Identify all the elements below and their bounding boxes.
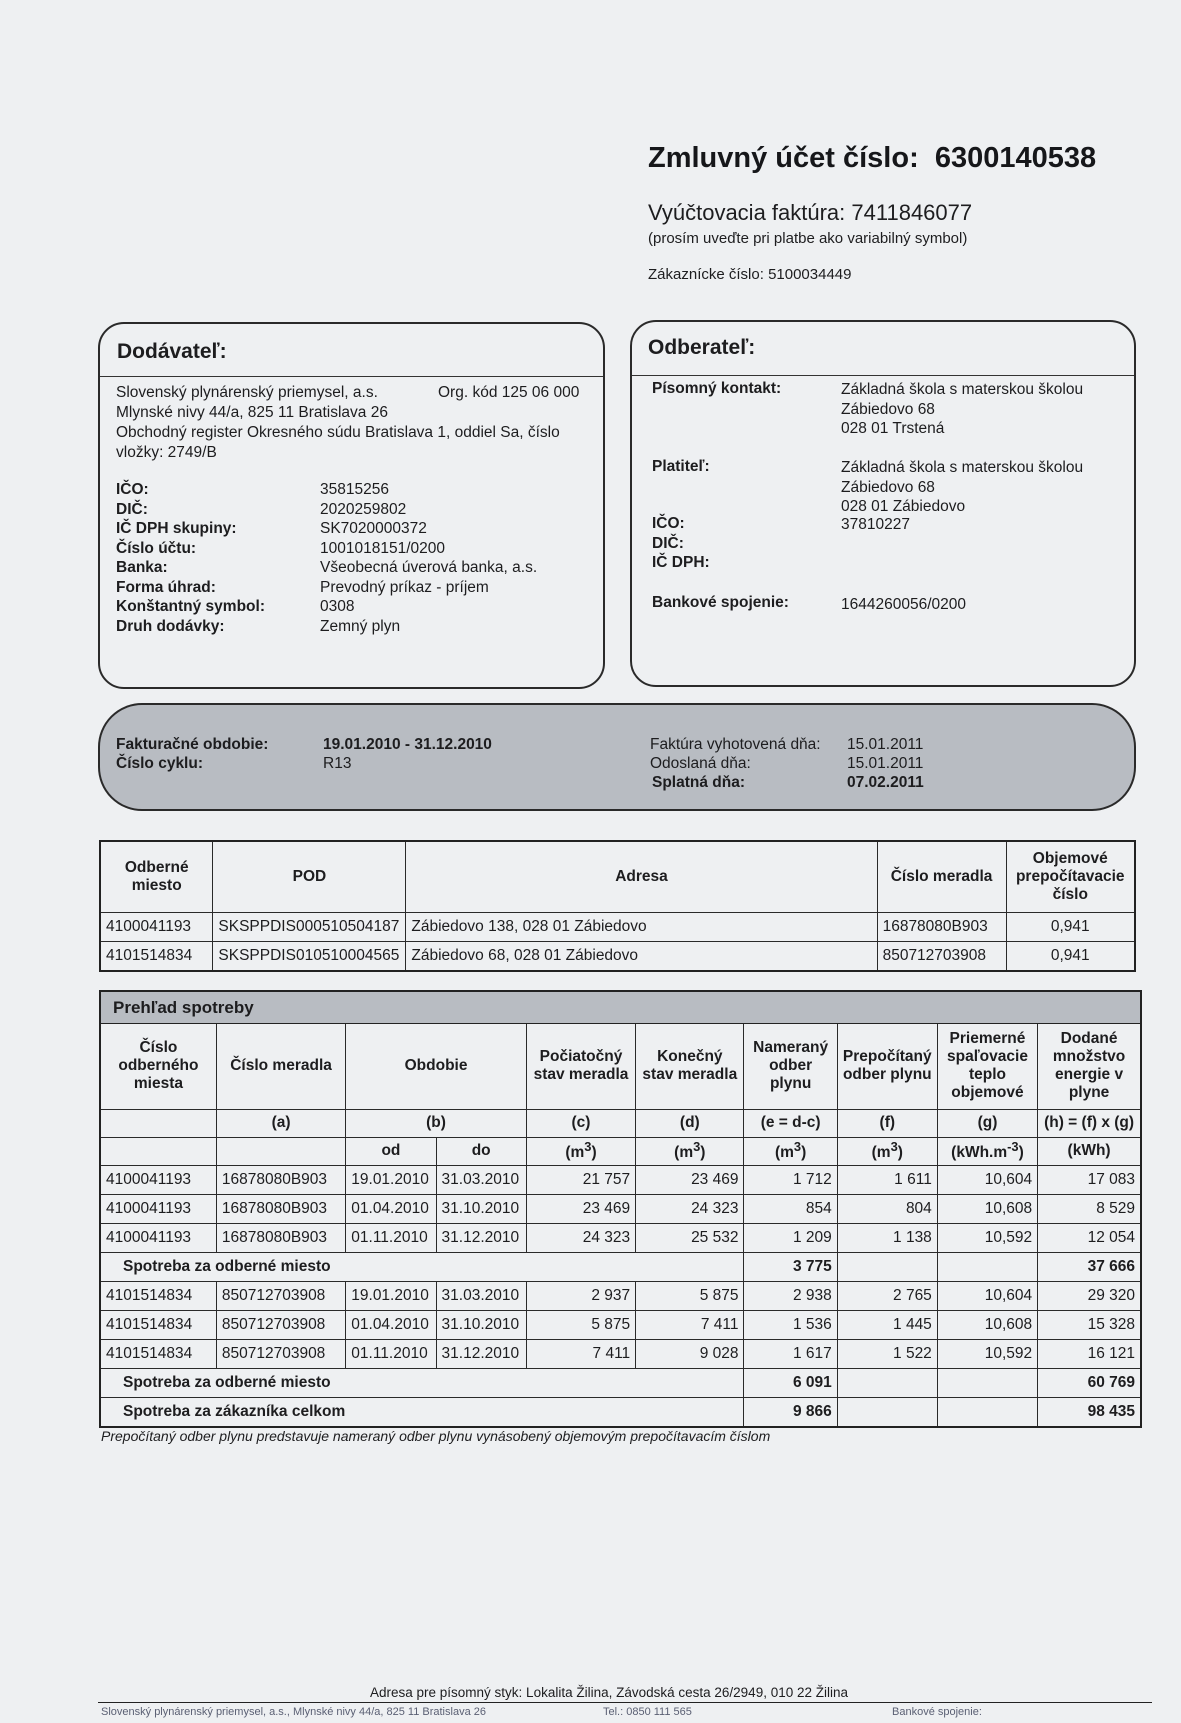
empty-cell [937, 1397, 1037, 1426]
footnote: Prepočítaný odber plynu predstavuje nameraný odber plynu vynásobený objemovým prepočítavacím číslom [101, 1428, 771, 1444]
cell-place: 4101514834 [101, 1310, 216, 1339]
footer-divider [98, 1702, 1152, 1703]
customer-ico-value: 37810227 [841, 516, 910, 533]
customer-bank-value: 1644260056/0200 [841, 596, 966, 613]
supplier-field-account [116, 539, 537, 559]
cell-from: 01.04.2010 [346, 1310, 436, 1339]
col-header-address: Adresa [406, 841, 877, 913]
invoice-note: (prosím uveďte pri platbe ako variabilný symbol) [648, 230, 968, 247]
cell-heat: 10,604 [937, 1165, 1037, 1194]
field-label: Druh dodávky: [116, 617, 225, 635]
field-label: IČ DPH skupiny: [116, 520, 237, 537]
cycle-value: R13 [323, 755, 352, 772]
cell-heat: 10,592 [937, 1339, 1037, 1368]
contact-lines [841, 380, 1083, 439]
subtotal-label: Spotreba za odberné miesto [101, 1368, 744, 1397]
cell-start: 21 757 [526, 1165, 635, 1194]
col-header-energy: Dodané množstvo energie v plyne [1038, 1024, 1140, 1109]
consumption-code-row [101, 1109, 1140, 1137]
customer-title: Odberateľ: [648, 336, 756, 359]
supplier-register-2: vložky: 2749/B [116, 444, 217, 461]
field-label: IČO: [116, 481, 149, 498]
field-value: Prevodný príkaz - príjem [320, 578, 489, 596]
cell-measured: 854 [744, 1194, 837, 1223]
total-measured: 9 866 [744, 1397, 837, 1426]
cell-place: 4100041193 [101, 1223, 216, 1252]
empty-cell [937, 1368, 1037, 1397]
col-header-factor: Objemové prepočítavacie číslo [1006, 841, 1135, 913]
cell-meter: 850712703908 [216, 1339, 345, 1368]
contact-line: Základná škola s materskou školou [841, 381, 1084, 398]
cell-factor: 0,941 [1006, 913, 1135, 942]
footer-phone: Tel.: 0850 111 565 [603, 1706, 692, 1718]
table-row [101, 1310, 1140, 1339]
customer-number: 5100034449 [768, 266, 852, 283]
cell-heat: 10,608 [937, 1194, 1037, 1223]
supplier-title: Dodávateľ: [117, 340, 227, 363]
supplier-field-ico [116, 480, 537, 500]
payer-label: Platiteľ: [652, 458, 710, 475]
cell-start: 23 469 [526, 1194, 635, 1223]
period-to-header: do [436, 1137, 526, 1165]
cell-from: 19.01.2010 [346, 1281, 436, 1310]
sent-value: 15.01.2011 [847, 755, 924, 772]
cell-to: 31.10.2010 [436, 1194, 526, 1223]
supplier-panel [98, 322, 605, 689]
cell-converted: 804 [837, 1194, 937, 1223]
cell-from: 01.11.2010 [346, 1223, 436, 1252]
payer-line: 028 01 Zábiedovo [841, 498, 966, 515]
consumption-overview [99, 990, 1142, 1428]
unit-cell: $(m^3)$ [526, 1137, 635, 1165]
unit-cell: $(m^3)$ [744, 1137, 837, 1165]
billing-period-value: 19.01.2010 - 31.12.2010 [323, 736, 492, 753]
cell-energy: 29 320 [1038, 1281, 1140, 1310]
code-cell: (b) [346, 1109, 527, 1137]
cell-heat: 10,592 [937, 1223, 1037, 1252]
code-cell: (h) = (f) x (g) [1038, 1109, 1140, 1137]
period-from-header: od [346, 1137, 436, 1165]
col-header-pod: POD [213, 841, 406, 913]
sent-label: Odoslaná dňa: [650, 755, 751, 772]
table-row [101, 1281, 1140, 1310]
issued-value: 15.01.2011 [847, 736, 924, 753]
cell-place: 4100041193 [100, 913, 213, 942]
cell-end: 23 469 [636, 1165, 744, 1194]
cell-end: 25 532 [636, 1223, 744, 1252]
supplier-register: Obchodný register Okresného súdu Bratislava 1, oddiel Sa, číslo [116, 424, 560, 441]
col-header-meter: Číslo meradla [877, 841, 1006, 913]
subtotal-energy: 37 666 [1038, 1252, 1140, 1281]
cell-energy: 8 529 [1038, 1194, 1140, 1223]
cell-to: 31.12.2010 [436, 1339, 526, 1368]
cell-end: 24 323 [636, 1194, 744, 1223]
cell-converted: 2 765 [837, 1281, 937, 1310]
col-header-measured: Nameraný odber plynu [744, 1024, 837, 1109]
cell-start: 7 411 [526, 1339, 635, 1368]
cell-measured: 1 617 [744, 1339, 837, 1368]
footer-company: Slovenský plynárenský priemysel, a.s., Mlynské nivy 44/a, 825 11 Bratislava 26 [101, 1706, 486, 1718]
customer-bank-label: Bankové spojenie: [652, 594, 789, 611]
code-cell: (a) [216, 1109, 345, 1137]
empty-cell [837, 1252, 937, 1281]
cell-meter: 16878080B903 [216, 1223, 345, 1252]
code-cell: (g) [937, 1109, 1037, 1137]
supplier-field-constant [116, 597, 537, 617]
delivery-points-table [99, 840, 1136, 972]
supplier-address: Mlynské nivy 44/a, 825 11 Bratislava 26 [116, 404, 388, 421]
invoice-label: Vyúčtovacia faktúra: [648, 200, 846, 225]
cell-converted: 1 522 [837, 1339, 937, 1368]
table-row [101, 1194, 1140, 1223]
cell-from: 01.11.2010 [346, 1339, 436, 1368]
customer-number-line [648, 266, 852, 283]
cell-heat: 10,608 [937, 1310, 1037, 1339]
total-row [101, 1397, 1140, 1426]
table-row [101, 1339, 1140, 1368]
cell-meter: 16878080B903 [216, 1194, 345, 1223]
field-value: SK7020000372 [320, 520, 427, 537]
field-label: Banka: [116, 559, 168, 576]
consumption-unit-row [101, 1137, 1140, 1165]
cell-heat: 10,604 [937, 1281, 1037, 1310]
cell-start: 24 323 [526, 1223, 635, 1252]
col-header-period: Obdobie [346, 1024, 527, 1109]
account-number: 6300140538 [934, 142, 1097, 174]
supplier-fields [116, 480, 537, 636]
code-cell: (d) [636, 1109, 744, 1137]
billing-period-panel [98, 703, 1136, 811]
field-label: Forma úhrad: [116, 578, 216, 596]
col-header-end: Konečný stav meradla [636, 1024, 744, 1109]
customer-ico-label: IČO: [652, 515, 685, 532]
empty-cell [837, 1368, 937, 1397]
account-title [648, 142, 1096, 175]
supplier-field-payment [116, 578, 537, 598]
cell-measured: 1 536 [744, 1310, 837, 1339]
supplier-field-icdph [116, 519, 537, 539]
cell-to: 31.03.2010 [436, 1165, 526, 1194]
total-energy: 98 435 [1038, 1397, 1140, 1426]
cell-pod: SKSPPDIS010510004565 [213, 942, 406, 972]
subtotal-label: Spotreba za odberné miesto [101, 1252, 744, 1281]
cell-measured: 1 712 [744, 1165, 837, 1194]
code-cell: (c) [526, 1109, 635, 1137]
field-value: 2020259802 [320, 500, 407, 518]
empty-cell [837, 1397, 937, 1426]
cell-meter: 850712703908 [216, 1281, 345, 1310]
cell-to: 31.12.2010 [436, 1223, 526, 1252]
field-value: Zemný plyn [320, 617, 401, 635]
col-header-place: Odberné miesto [100, 841, 213, 913]
invoice-line [648, 200, 972, 226]
code-cell: (e = d-c) [744, 1109, 837, 1137]
cell-place: 4100041193 [101, 1165, 216, 1194]
cell-energy: 16 121 [1038, 1339, 1140, 1368]
cell-converted: 1 138 [837, 1223, 937, 1252]
cell-energy: 15 328 [1038, 1310, 1140, 1339]
footer-address: Adresa pre písomný styk: Lokalita Žilina, Závodská cesta 26/2949, 010 22 Žilina [370, 1685, 849, 1700]
customer-id-labels [652, 514, 710, 573]
supplier-field-supply-type [116, 617, 537, 637]
account-label: Zmluvný účet číslo: [648, 142, 919, 174]
supplier-org-code: Org. kód 125 06 000 [438, 384, 580, 401]
field-label: Konštantný symbol: [116, 598, 265, 615]
cell-place: 4101514834 [101, 1339, 216, 1368]
field-value: 0308 [320, 598, 355, 615]
cell-end: 5 875 [636, 1281, 744, 1310]
cell-meter: 850712703908 [877, 942, 1006, 972]
cell-factor: 0,941 [1006, 942, 1135, 972]
cell-to: 31.10.2010 [436, 1310, 526, 1339]
subtotal-measured: 3 775 [744, 1252, 837, 1281]
subtotal-measured: 6 091 [744, 1368, 837, 1397]
table-row [101, 1223, 1140, 1252]
field-value: Všeobecná úverová banka, a.s. [320, 559, 538, 576]
cell-end: 7 411 [636, 1310, 744, 1339]
cell-start: 2 937 [526, 1281, 635, 1310]
customer-panel [630, 320, 1136, 687]
cell-meter: 16878080B903 [877, 913, 1006, 942]
cell-measured: 2 938 [744, 1281, 837, 1310]
cell-meter: 850712703908 [216, 1310, 345, 1339]
cell-energy: 17 083 [1038, 1165, 1140, 1194]
table-row [101, 1165, 1140, 1194]
customer-icdph-label: IČ DPH: [652, 554, 710, 571]
col-header-converted: Prepočítaný odber plynu [837, 1024, 937, 1109]
payer-line: Zábiedovo 68 [841, 478, 935, 496]
unit-cell: $(m^3)$ [837, 1137, 937, 1165]
cell-end: 9 028 [636, 1339, 744, 1368]
cell-to: 31.03.2010 [436, 1281, 526, 1310]
cell-converted: 1 611 [837, 1165, 937, 1194]
table-header-row [100, 841, 1135, 913]
code-cell: (f) [837, 1109, 937, 1137]
invoice-number: 7411846077 [851, 200, 973, 225]
field-value: 1001018151/0200 [320, 539, 445, 557]
due-label: Splatná dňa: [652, 774, 746, 791]
unit-cell: $(kWh.m^{-3})$ [937, 1137, 1037, 1165]
col-header-place: Číslo odberného miesta [101, 1024, 216, 1109]
code-cell [101, 1109, 216, 1137]
contact-line: 028 01 Trstená [841, 420, 945, 437]
table-row [100, 942, 1135, 972]
cell-place: 4101514834 [100, 942, 213, 972]
consumption-header-row [101, 1024, 1140, 1109]
cell-meter: 16878080B903 [216, 1165, 345, 1194]
col-header-heat: Priemerné spaľovacie teplo objemové [937, 1024, 1037, 1109]
customer-dic-label: DIČ: [652, 534, 684, 552]
col-header-meter: Číslo meradla [216, 1024, 345, 1109]
contact-line: Zábiedovo 68 [841, 400, 935, 418]
cell-from: 01.04.2010 [346, 1194, 436, 1223]
contact-label: Písomný kontakt: [652, 380, 782, 397]
field-value: 35815256 [320, 481, 389, 498]
field-label: Číslo účtu: [116, 539, 197, 557]
cell-converted: 1 445 [837, 1310, 937, 1339]
consumption-title: Prehľad spotreby [101, 992, 1140, 1024]
supplier-field-bank [116, 558, 537, 578]
supplier-title-rule [100, 376, 603, 377]
cell-start: 5 875 [526, 1310, 635, 1339]
footer-bank: Bankové spojenie: [892, 1706, 982, 1718]
unit-cell [216, 1137, 345, 1165]
subtotal-row [101, 1252, 1140, 1281]
subtotal-energy: 60 769 [1038, 1368, 1140, 1397]
cycle-label: Číslo cyklu: [116, 755, 203, 772]
field-label: DIČ: [116, 500, 148, 518]
empty-cell [937, 1252, 1037, 1281]
cell-address: Zábiedovo 138, 028 01 Zábiedovo [406, 913, 877, 942]
supplier-field-dic [116, 500, 537, 520]
consumption-table [101, 1024, 1140, 1426]
due-value: 07.02.2011 [847, 774, 924, 791]
cell-measured: 1 209 [744, 1223, 837, 1252]
col-header-start: Počiatočný stav meradla [526, 1024, 635, 1109]
customer-title-rule [632, 375, 1134, 376]
table-row [100, 913, 1135, 942]
total-label: Spotreba za zákazníka celkom [101, 1397, 744, 1426]
cell-place: 4101514834 [101, 1281, 216, 1310]
supplier-name: Slovenský plynárenský priemysel, a.s. [116, 384, 378, 401]
issued-label: Faktúra vyhotovená dňa: [650, 736, 821, 753]
unit-cell [101, 1137, 216, 1165]
payer-lines [841, 458, 1083, 517]
unit-cell: $(m^3)$ [636, 1137, 744, 1165]
cell-energy: 12 054 [1038, 1223, 1140, 1252]
cell-from: 19.01.2010 [346, 1165, 436, 1194]
cell-place: 4100041193 [101, 1194, 216, 1223]
cell-address: Zábiedovo 68, 028 01 Zábiedovo [406, 942, 877, 972]
subtotal-row [101, 1368, 1140, 1397]
cell-pod: SKSPPDIS000510504187 [213, 913, 406, 942]
unit-cell: (kWh) [1038, 1137, 1140, 1165]
billing-period-label: Fakturačné obdobie: [116, 736, 269, 753]
payer-line: Základná škola s materskou školou [841, 459, 1084, 476]
customer-number-label: Zákaznícke číslo: [648, 266, 764, 283]
